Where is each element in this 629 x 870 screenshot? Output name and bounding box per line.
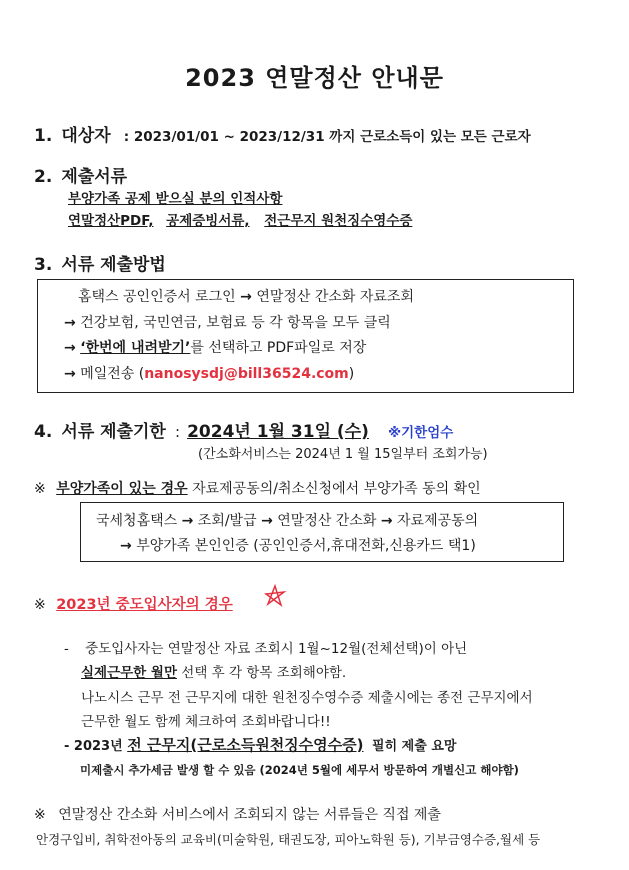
prev-employer-receipt: 전 근무지(근로소득원천징수영수증) bbox=[127, 736, 364, 754]
dependents-text: 자료제공동의/취소신청에서 부양가족 동의 확인 bbox=[192, 481, 481, 497]
section-label: 대상자 bbox=[61, 126, 111, 146]
arrow-icon: → bbox=[64, 366, 76, 382]
mid-penalty-note: 미제출시 추가세금 발생 할 수 있음 (2024년 5월에 세무서 방문하여 개별신고 해야함) bbox=[80, 763, 519, 777]
arrow-icon: → bbox=[64, 340, 76, 356]
deadline-note: (간소화서비스는 2024년 1 월 15일부터 조회가능) bbox=[198, 447, 488, 462]
section-number: 4. bbox=[34, 422, 53, 442]
doc-line-1: 부양가족 공제 받으실 분의 인적사항 bbox=[68, 191, 283, 207]
colon: : bbox=[174, 423, 180, 441]
mid-required-line bbox=[64, 734, 456, 755]
note-mark: ※ bbox=[34, 597, 46, 613]
doc-item-proof: 공제증빙서류, bbox=[166, 213, 250, 229]
note-mark: ※ bbox=[34, 807, 46, 823]
mid-year-title: 2023년 중도입사자의 경우 bbox=[56, 597, 233, 613]
section-label: 제출서류 bbox=[61, 167, 128, 187]
arrow-icon: → bbox=[181, 513, 194, 529]
section-1 bbox=[34, 121, 531, 146]
doc-item-prev-receipt: 전근무지 원천징수영수증 bbox=[264, 213, 413, 229]
mid-year-heading bbox=[34, 593, 233, 614]
footer-text: 연말정산 간소화 서비스에서 조회되지 않는 서류들은 직접 제출 bbox=[58, 807, 441, 823]
dependents-step-line-2 bbox=[120, 535, 476, 555]
dep-step: 조회/발급 bbox=[197, 513, 257, 529]
note-mark: ※ bbox=[34, 481, 46, 497]
section-2-heading bbox=[34, 162, 127, 187]
arrow-icon: → bbox=[261, 513, 273, 529]
page-title: 2023 연말정산 안내문 bbox=[185, 64, 444, 92]
dependents-step-line-1 bbox=[96, 510, 478, 530]
arrow-icon: → bbox=[240, 289, 252, 305]
method-line-1 bbox=[78, 286, 414, 306]
dep-step: 자료제공동의 bbox=[397, 513, 479, 529]
arrow-icon: → bbox=[380, 513, 393, 529]
dep-step: 연말정산 간소화 bbox=[277, 513, 377, 529]
deadline-strict-note: ※기한엄수 bbox=[387, 425, 454, 441]
mid-para-2 bbox=[81, 661, 346, 681]
method-line-3 bbox=[64, 337, 366, 357]
method-line-2 bbox=[64, 312, 391, 332]
method-step: 홈택스 공인인증서 로그인 bbox=[78, 289, 236, 305]
method-step: 메일전송 ( bbox=[80, 366, 145, 382]
dash: - bbox=[64, 641, 69, 657]
star-mark-icon bbox=[262, 584, 288, 608]
method-step: 를 선택하고 PDF파일로 저장 bbox=[190, 340, 367, 356]
section-4-heading bbox=[34, 417, 453, 442]
section-text: : 2023/01/01 ~ 2023/12/31 까지 근로소득이 있는 모든 근로자 bbox=[123, 129, 531, 145]
paren: ) bbox=[348, 366, 355, 382]
mid-para-1 bbox=[64, 637, 467, 657]
doc-item-pdf: 연말정산PDF, bbox=[68, 213, 154, 229]
section-number: 3. bbox=[34, 255, 53, 275]
mid-text: 선택 후 각 항목 조회해야함. bbox=[177, 665, 347, 681]
doc-line-2 bbox=[68, 209, 412, 229]
download-all-highlight: ‘한번에 내려받기’ bbox=[80, 340, 191, 356]
section-label: 서류 제출방법 bbox=[61, 255, 166, 275]
required-note: 필히 제출 요망 bbox=[372, 739, 457, 754]
section-3-heading bbox=[34, 250, 166, 275]
dependents-line bbox=[34, 478, 481, 498]
mid-year-label: - 2023년 bbox=[64, 739, 123, 754]
method-line-4 bbox=[64, 363, 354, 383]
section-number: 2. bbox=[34, 167, 53, 187]
dep-step: 국세청홈택스 bbox=[96, 513, 178, 529]
email-link[interactable]: nanosysdj@bill36524.com bbox=[144, 366, 349, 382]
mid-para-3: 나노시스 근무 전 근무지에 대한 원천징수영수증 제출시에는 종전 근무지에서 bbox=[81, 690, 533, 706]
arrow-icon: → bbox=[64, 315, 76, 331]
mid-para-4: 근무한 월도 함께 체크하여 조회바랍니다!! bbox=[81, 714, 331, 730]
dependents-heading: 부양가족이 있는 경우 bbox=[56, 481, 188, 497]
deadline-date: 2024년 1월 31일 (수) bbox=[187, 422, 369, 442]
footer-line-1 bbox=[34, 804, 441, 824]
section-label: 서류 제출기한 bbox=[61, 422, 166, 442]
mid-text: 중도입사자는 연말정산 자료 조회시 1월~12월(전체선택)이 아닌 bbox=[85, 641, 468, 657]
section-number: 1. bbox=[34, 126, 53, 146]
method-step: 연말정산 간소화 자료조회 bbox=[256, 289, 414, 305]
footer-line-2: 안경구입비, 취학전아동의 교육비(미술학원, 태권도장, 피아노학원 등), 기부금영수증,월세 등 bbox=[36, 832, 541, 847]
method-step: 건강보험, 국민연금, 보험료 등 각 항목을 모두 클릭 bbox=[80, 315, 391, 331]
actual-months-highlight: 실제근무한 월만 bbox=[81, 665, 177, 681]
arrow-icon: → bbox=[120, 538, 132, 554]
dep-step: 부양가족 본인인증 (공인인증서,휴대전화,신용카드 택1) bbox=[136, 538, 476, 554]
